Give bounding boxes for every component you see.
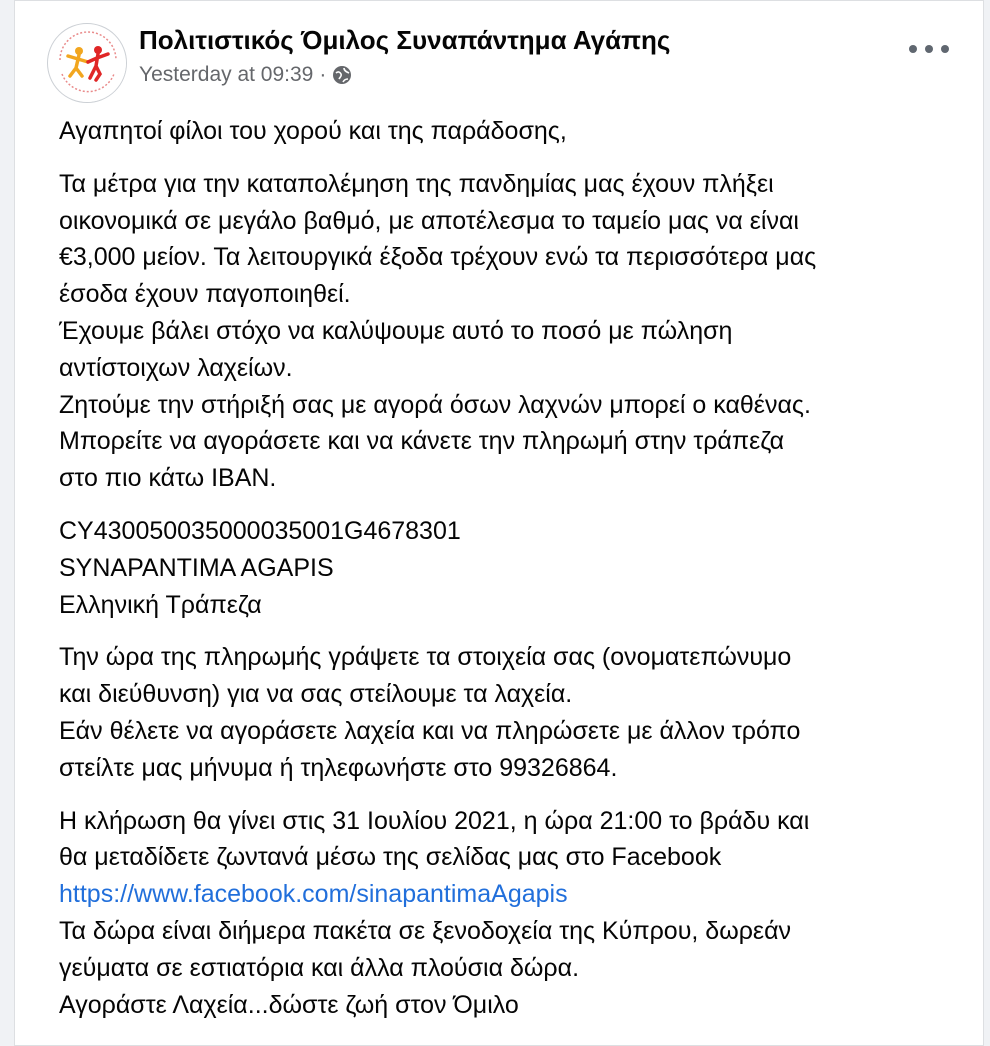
account-name: SYNAPANTIMA AGAPIS [59,553,334,582]
bank-name: Ελληνική Τράπεζα [59,590,262,619]
post-text-line: Αγαπητοί φίλοι του χορού και της παράδοσης, [59,117,567,145]
author-name[interactable]: Πολιτιστικός Όμιλος Συναπάντημα Αγάπης [139,25,671,55]
post-text-line: Έχουμε βάλει στόχο να καλύψουμε αυτό το ποσό με πώληση [59,316,733,345]
post-paragraph-greeting [59,113,979,150]
post-body [59,113,979,1039]
logo-icon [48,24,127,103]
facebook-link-line [59,876,979,913]
post-text-line: Εάν θέλετε να αγοράσετε λαχεία και να πληρώσετε με άλλον τρόπο [59,716,801,745]
post-text-line: έσοδα έχουν παγοποιηθεί. [59,280,351,309]
post-text-line: Τα δώρα είναι διήμερα πακέτα σε ξενοδοχεία της Κύπρου, δωρεάν [59,916,792,945]
post-text-line: €3,000 μείον. Τα λειτουργικά έξοδα τρέχουν ενώ τα περισσότερα μας [59,243,817,272]
more-dot-icon [925,45,933,53]
post-paragraph-draw [59,803,979,1024]
post-paragraph-instructions [59,639,979,786]
post-header [15,1,983,101]
post-text-line: Ζητούμε την στήριξή σας με αγορά όσων λαχνών μπορεί ο καθένας. [59,390,811,419]
post-text-line: Μπορείτε να αγοράσετε και να κάνετε την πληρωμή στην τράπεζα [59,427,785,456]
page-avatar[interactable] [47,23,127,103]
post-text-line: στο πιο κάτω IBAN. [59,464,277,493]
post-meta [139,63,352,87]
post-timestamp[interactable]: Yesterday at 09:39 [139,63,314,86]
more-dot-icon [909,45,917,53]
iban-text: CY43005003500003​5001G4678301 [59,516,461,545]
post-text-line: οικονομικά σε μεγάλο βαθμό, με αποτέλεσμα το ταμείο μας να είναι [59,206,799,235]
post-card [14,0,984,1046]
globe-icon[interactable] [332,65,352,85]
post-text-line: Τα μέτρα για την καταπολέμηση της πανδημίας μας έχουν πλήξει [59,169,774,198]
post-text-line: θα μεταδίδετε ζωντανά μέσω της σελίδας μας στο Facebook [59,843,722,872]
meta-separator: · [319,63,327,86]
post-paragraph-bank [59,513,979,623]
post-text-line: στείλτε μας μήνυμα ή τηλεφωνήστε στο 99326864. [59,753,618,782]
post-text-line: Η κλήρωση θα γίνει στις 31 Ιουλίου 2021, η ώρα 21:00 το βράδυ και [59,806,810,835]
post-text-line: Την ώρα της πληρωμής γράψετε τα στοιχεία σας (ονοματεπώνυμο [59,643,792,672]
more-dot-icon [941,45,949,53]
post-text-line: αντίστοιχων λαχείων. [59,353,293,382]
post-text-line: και διεύθυνση) για να σας στείλουμε τα λαχεία. [59,680,573,709]
post-text-line: γεύματα σε εστιατόρια και άλλα πλούσια δώρα. [59,953,580,982]
post-paragraph-appeal [59,166,979,497]
post-text-line: Αγοράστε Λαχεία...δώστε ζωή στον Όμιλο [59,990,519,1019]
facebook-page-link[interactable]: https://www.facebook.com/sinapantimaAgapis [59,880,568,909]
more-options-button[interactable] [909,37,949,61]
